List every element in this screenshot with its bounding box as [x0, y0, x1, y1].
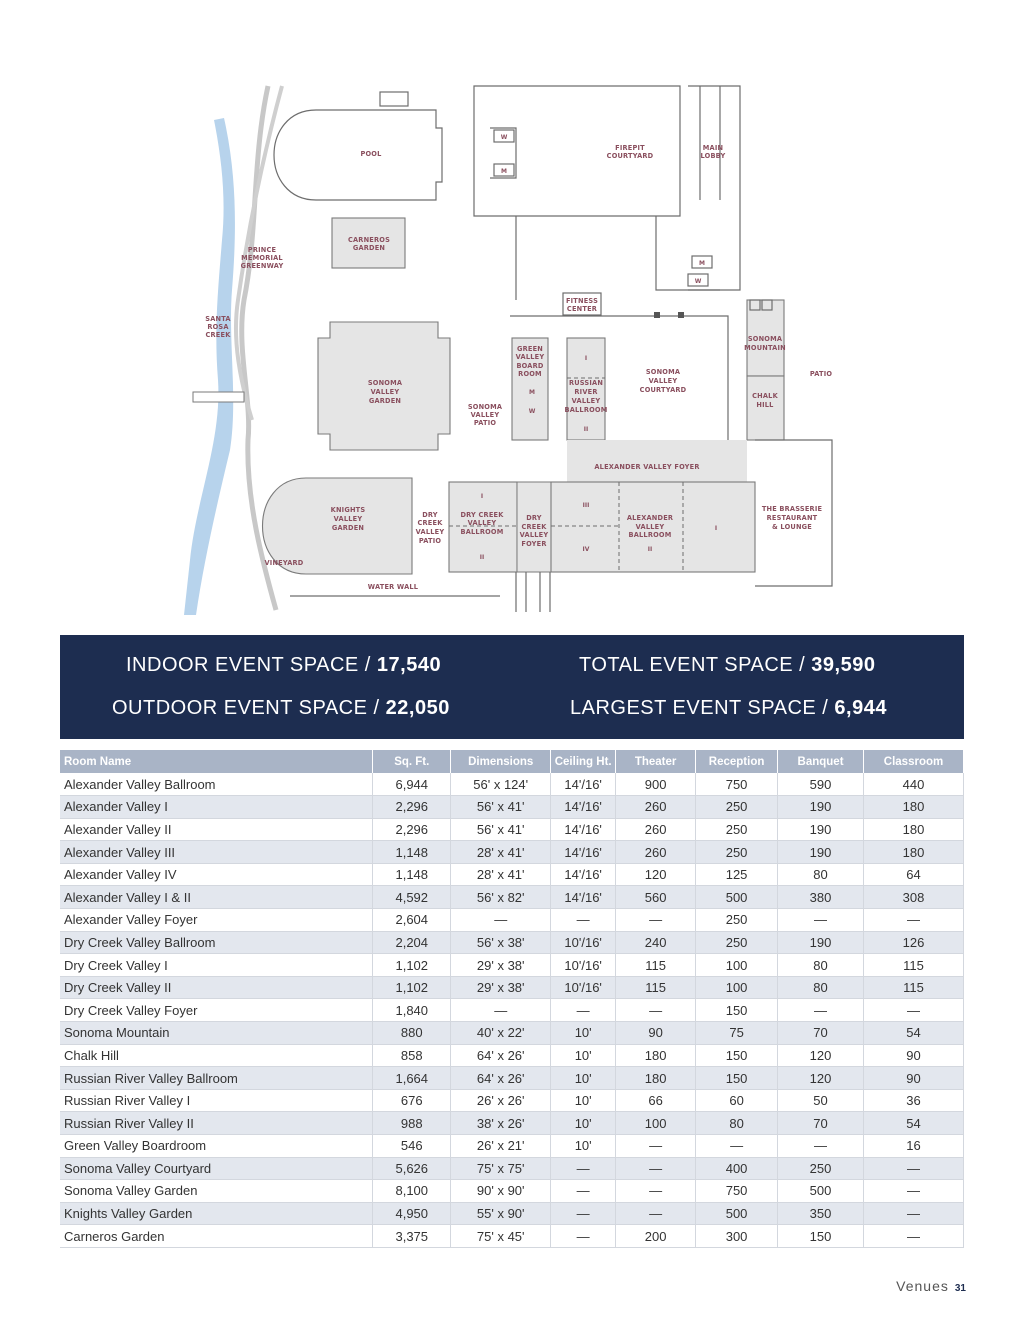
- table-cell: 4,950: [373, 1202, 451, 1225]
- largest-event-space: [570, 697, 887, 720]
- table-cell: 54: [864, 1022, 964, 1045]
- table-cell: 2,296: [373, 796, 451, 819]
- table-cell: 55' x 90': [451, 1202, 551, 1225]
- greenway-label: MEMORIAL: [241, 254, 283, 262]
- table-cell: 126: [864, 931, 964, 954]
- table-cell: —: [616, 909, 696, 932]
- table-cell: 16: [864, 1135, 964, 1158]
- table-cell: 308: [864, 886, 964, 909]
- table-cell: —: [451, 909, 551, 932]
- carneros-label: GARDEN: [352, 244, 386, 252]
- table-row: [60, 886, 964, 909]
- restroom-w-label: W: [694, 278, 702, 285]
- dc-patio-label: DRY: [422, 511, 438, 519]
- table-cell: 150: [696, 1067, 778, 1090]
- section-i-label: I: [480, 493, 484, 500]
- pool-area: [274, 110, 442, 200]
- table-cell: 120: [616, 863, 696, 886]
- table-cell: 380: [778, 886, 864, 909]
- dc-foyer-label: CREEK: [521, 523, 547, 531]
- table-row: [60, 1022, 964, 1045]
- restroom-w-label: W: [500, 134, 508, 141]
- table-cell: —: [551, 999, 616, 1022]
- knights-label: VALLEY: [333, 515, 363, 523]
- room-name-cell: Alexander Valley I: [60, 796, 373, 819]
- table-cell: —: [616, 1180, 696, 1203]
- table-cell: 28' x 41': [451, 863, 551, 886]
- table-cell: 64' x 26': [451, 1067, 551, 1090]
- table-cell: 70: [778, 1022, 864, 1045]
- vineyard-label: VINEYARD: [264, 559, 304, 567]
- greenway-label: GREENWAY: [240, 262, 284, 270]
- total-value: 39,590: [811, 654, 876, 676]
- table-cell: 40' x 22': [451, 1022, 551, 1045]
- table-cell: 28' x 41': [451, 841, 551, 864]
- table-cell: 115: [616, 976, 696, 999]
- room-name-cell: Dry Creek Valley Ballroom: [60, 931, 373, 954]
- table-cell: —: [551, 1225, 616, 1248]
- room-name-cell: Russian River Valley I: [60, 1089, 373, 1112]
- dc-patio-label: PATIO: [418, 537, 442, 545]
- chalk-hill-label: CHALK: [752, 392, 778, 400]
- table-cell: 260: [616, 818, 696, 841]
- table-cell: 1,148: [373, 841, 451, 864]
- courtyard-label: VALLEY: [648, 377, 678, 385]
- green-valley-label: ROOM: [518, 370, 542, 378]
- av-ballroom-label: ALEXANDER: [626, 514, 674, 522]
- table-row: [60, 818, 964, 841]
- room-name-cell: Alexander Valley Foyer: [60, 909, 373, 932]
- section-ii-label: II: [479, 554, 485, 561]
- table-cell: —: [616, 999, 696, 1022]
- table-row: [60, 1202, 964, 1225]
- table-cell: 260: [616, 841, 696, 864]
- table-cell: 500: [696, 1202, 778, 1225]
- table-row: [60, 863, 964, 886]
- indoor-value: 17,540: [376, 654, 442, 676]
- outdoor-label: OUTDOOR EVENT SPACE /: [112, 697, 386, 719]
- table-cell: 1,840: [373, 999, 451, 1022]
- table-cell: 180: [864, 796, 964, 819]
- table-cell: 676: [373, 1089, 451, 1112]
- sv-patio-label: SONOMA: [467, 403, 503, 411]
- table-cell: 14'/16': [551, 796, 616, 819]
- table-row: [60, 909, 964, 932]
- section-ii-label: II: [647, 546, 653, 553]
- table-cell: 80: [778, 954, 864, 977]
- table-cell: 14'/16': [551, 818, 616, 841]
- table-cell: 250: [696, 909, 778, 932]
- table-row: [60, 1225, 964, 1248]
- lobby-label: MAIN: [702, 144, 724, 152]
- bridge: [193, 392, 244, 402]
- table-cell: 1,148: [373, 863, 451, 886]
- table-cell: 14'/16': [551, 863, 616, 886]
- sv-patio-label: PATIO: [473, 419, 497, 427]
- table-cell: 250: [696, 796, 778, 819]
- table-cell: 90: [864, 1067, 964, 1090]
- russian-river-label: BALLROOM: [564, 406, 608, 414]
- dc-patio-label: VALLEY: [415, 528, 445, 536]
- chalk-hill-label: HILL: [756, 401, 774, 409]
- water-wall-label: WATER WALL: [367, 583, 419, 591]
- fitness-label: FITNESS: [565, 297, 599, 305]
- table-cell: —: [551, 1180, 616, 1203]
- outdoor-event-space: [112, 697, 450, 720]
- room-name-cell: Dry Creek Valley I: [60, 954, 373, 977]
- table-cell: 1,102: [373, 954, 451, 977]
- largest-label: LARGEST EVENT SPACE /: [570, 697, 835, 719]
- table-cell: 56' x 38': [451, 931, 551, 954]
- table-cell: 2,204: [373, 931, 451, 954]
- table-cell: 4,592: [373, 886, 451, 909]
- outdoor-value: 22,050: [385, 697, 450, 719]
- table-cell: 150: [696, 999, 778, 1022]
- table-cell: 14'/16': [551, 886, 616, 909]
- table-cell: —: [778, 999, 864, 1022]
- table-cell: 80: [696, 1112, 778, 1135]
- table-cell: 2,604: [373, 909, 451, 932]
- dc-ballroom-label: DRY CREEK: [460, 511, 504, 519]
- table-cell: —: [616, 1202, 696, 1225]
- table-cell: 90' x 90': [451, 1180, 551, 1203]
- table-cell: 880: [373, 1022, 451, 1045]
- total-event-space: [579, 654, 875, 677]
- table-cell: 5,626: [373, 1157, 451, 1180]
- table-cell: 900: [616, 773, 696, 796]
- table-cell: 60: [696, 1089, 778, 1112]
- table-cell: 6,944: [373, 773, 451, 796]
- section-iii-label: III: [582, 502, 590, 509]
- room-name-cell: Alexander Valley IV: [60, 863, 373, 886]
- table-cell: 90: [864, 1044, 964, 1067]
- table-cell: 750: [696, 1180, 778, 1203]
- green-valley-label: VALLEY: [515, 353, 545, 361]
- table-cell: 190: [778, 841, 864, 864]
- dc-foyer-label: FOYER: [521, 540, 547, 548]
- table-cell: 66: [616, 1089, 696, 1112]
- column-header: Classroom: [864, 750, 964, 773]
- table-cell: 90: [616, 1022, 696, 1045]
- table-row: [60, 1067, 964, 1090]
- table-cell: 10': [551, 1112, 616, 1135]
- table-cell: 858: [373, 1044, 451, 1067]
- fitness-label: CENTER: [566, 305, 598, 313]
- sonoma-garden-label: VALLEY: [370, 388, 400, 396]
- table-cell: 150: [778, 1225, 864, 1248]
- table-cell: 500: [778, 1180, 864, 1203]
- table-cell: —: [864, 999, 964, 1022]
- table-cell: 80: [778, 863, 864, 886]
- table-cell: 260: [616, 796, 696, 819]
- table-row: [60, 1089, 964, 1112]
- venue-floor-plan: [0, 0, 1024, 620]
- table-cell: 120: [778, 1044, 864, 1067]
- table-cell: 10'/16': [551, 976, 616, 999]
- sonoma-garden-label: GARDEN: [368, 397, 402, 405]
- russian-river-label: VALLEY: [571, 397, 601, 405]
- table-cell: —: [451, 999, 551, 1022]
- table-cell: 64: [864, 863, 964, 886]
- table-cell: 190: [778, 818, 864, 841]
- room-name-cell: Dry Creek Valley II: [60, 976, 373, 999]
- table-row: [60, 1135, 964, 1158]
- patio-label: PATIO: [809, 370, 833, 378]
- table-cell: 250: [778, 1157, 864, 1180]
- table-cell: 50: [778, 1089, 864, 1112]
- room-name-cell: Sonoma Valley Garden: [60, 1180, 373, 1203]
- firepit-label: FIREPIT: [615, 144, 645, 152]
- table-cell: 250: [696, 818, 778, 841]
- room-name-cell: Chalk Hill: [60, 1044, 373, 1067]
- brasserie-label: RESTAURANT: [766, 514, 818, 522]
- table-cell: 1,102: [373, 976, 451, 999]
- largest-value: 6,944: [834, 697, 887, 719]
- firepit-label: COURTYARD: [606, 152, 654, 160]
- green-valley-label: GREEN: [516, 345, 544, 353]
- sonoma-mountain-label: MOUNTAIN: [744, 344, 786, 352]
- table-cell: 75' x 45': [451, 1225, 551, 1248]
- table-cell: 75: [696, 1022, 778, 1045]
- table-header-row: [60, 750, 964, 773]
- column-header: Ceiling Ht.: [551, 750, 616, 773]
- room-name-cell: Knights Valley Garden: [60, 1202, 373, 1225]
- section-label: Venues: [896, 1278, 949, 1294]
- table-row: [60, 931, 964, 954]
- table-cell: 180: [616, 1067, 696, 1090]
- table-cell: 29' x 38': [451, 976, 551, 999]
- total-label: TOTAL EVENT SPACE /: [579, 654, 812, 676]
- table-cell: —: [551, 1202, 616, 1225]
- room-name-cell: Carneros Garden: [60, 1225, 373, 1248]
- table-cell: —: [551, 909, 616, 932]
- sv-patio-label: VALLEY: [470, 411, 500, 419]
- table-cell: 56' x 82': [451, 886, 551, 909]
- section-i-label: I: [714, 525, 718, 532]
- av-ballroom-label: BALLROOM: [628, 531, 672, 539]
- table-cell: —: [778, 1135, 864, 1158]
- table-cell: 500: [696, 886, 778, 909]
- table-cell: 240: [616, 931, 696, 954]
- table-cell: 190: [778, 931, 864, 954]
- table-cell: 10': [551, 1089, 616, 1112]
- table-cell: 26' x 21': [451, 1135, 551, 1158]
- knights-label: GARDEN: [331, 524, 365, 532]
- table-cell: 200: [616, 1225, 696, 1248]
- table-cell: 10': [551, 1044, 616, 1067]
- table-cell: 36: [864, 1089, 964, 1112]
- table-cell: 440: [864, 773, 964, 796]
- table-cell: 750: [696, 773, 778, 796]
- table-cell: 120: [778, 1067, 864, 1090]
- av-foyer-label: ALEXANDER VALLEY FOYER: [594, 463, 700, 471]
- table-cell: 560: [616, 886, 696, 909]
- table-cell: —: [551, 1157, 616, 1180]
- table-cell: 250: [696, 841, 778, 864]
- table-cell: 590: [778, 773, 864, 796]
- column-header: Dimensions: [451, 750, 551, 773]
- table-cell: 54: [864, 1112, 964, 1135]
- table-cell: 10'/16': [551, 954, 616, 977]
- table-cell: 70: [778, 1112, 864, 1135]
- table-cell: —: [616, 1135, 696, 1158]
- table-row: [60, 773, 964, 796]
- dc-patio-label: CREEK: [417, 519, 443, 527]
- dc-foyer-label: VALLEY: [519, 531, 549, 539]
- green-valley-label: BOARD: [516, 362, 544, 370]
- table-cell: —: [778, 909, 864, 932]
- room-name-cell: Alexander Valley III: [60, 841, 373, 864]
- table-cell: 56' x 41': [451, 818, 551, 841]
- table-row: [60, 1044, 964, 1067]
- section-iv-label: IV: [582, 546, 590, 553]
- table-cell: 14'/16': [551, 773, 616, 796]
- table-row: [60, 1157, 964, 1180]
- creek-shape: [184, 118, 235, 615]
- carneros-label: CARNEROS: [347, 236, 391, 244]
- table-cell: 56' x 41': [451, 796, 551, 819]
- pool-label: POOL: [360, 150, 382, 158]
- table-cell: 350: [778, 1202, 864, 1225]
- section-ii-label: II: [583, 426, 589, 433]
- table-cell: —: [616, 1157, 696, 1180]
- creek-label: SANTA: [205, 315, 231, 323]
- dc-ballroom-label: VALLEY: [467, 519, 497, 527]
- column-header: Theater: [616, 750, 696, 773]
- room-name-cell: Dry Creek Valley Foyer: [60, 999, 373, 1022]
- table-row: [60, 1180, 964, 1203]
- table-cell: 100: [616, 1112, 696, 1135]
- page-footer: [896, 1278, 966, 1296]
- av-ballroom-label: VALLEY: [635, 523, 665, 531]
- table-cell: 180: [864, 841, 964, 864]
- table-cell: 115: [864, 976, 964, 999]
- table-cell: 10': [551, 1067, 616, 1090]
- table-cell: 115: [616, 954, 696, 977]
- table-cell: 10': [551, 1135, 616, 1158]
- table-cell: —: [864, 909, 964, 932]
- table-cell: 29' x 38': [451, 954, 551, 977]
- indoor-label: INDOOR EVENT SPACE /: [126, 654, 377, 676]
- dc-ballroom-label: BALLROOM: [460, 528, 504, 536]
- table-cell: 64' x 26': [451, 1044, 551, 1067]
- column-header: Banquet: [778, 750, 864, 773]
- creek-label: CREEK: [205, 331, 231, 339]
- dc-foyer-label: DRY: [526, 514, 542, 522]
- room-name-cell: Sonoma Valley Courtyard: [60, 1157, 373, 1180]
- table-cell: 180: [616, 1044, 696, 1067]
- event-space-banner: [60, 635, 964, 739]
- table-cell: 190: [778, 796, 864, 819]
- table-cell: —: [864, 1180, 964, 1203]
- table-cell: 250: [696, 931, 778, 954]
- table-cell: 3,375: [373, 1225, 451, 1248]
- room-name-cell: Alexander Valley I & II: [60, 886, 373, 909]
- capacity-table: [60, 750, 964, 1248]
- russian-river-label: RUSSIAN: [568, 379, 604, 387]
- restroom-m-label: M: [529, 389, 535, 396]
- room-name-cell: Sonoma Mountain: [60, 1022, 373, 1045]
- table-cell: 10'/16': [551, 931, 616, 954]
- table-cell: 80: [778, 976, 864, 999]
- restroom-m-label: M: [699, 260, 705, 267]
- table-cell: 115: [864, 954, 964, 977]
- table-cell: 400: [696, 1157, 778, 1180]
- courtyard-label: COURTYARD: [639, 386, 687, 394]
- table-cell: 988: [373, 1112, 451, 1135]
- table-cell: 26' x 26': [451, 1089, 551, 1112]
- room-name-cell: Alexander Valley Ballroom: [60, 773, 373, 796]
- column-header: Room Name: [60, 750, 373, 773]
- creek-label: ROSA: [207, 323, 229, 331]
- sonoma-mountain-label: SONOMA: [747, 335, 783, 343]
- restroom-w-label: W: [528, 408, 536, 415]
- courtyard-label: SONOMA: [645, 368, 681, 376]
- room-name-cell: Alexander Valley II: [60, 818, 373, 841]
- table-row: [60, 976, 964, 999]
- alexander-valley-foyer: [567, 440, 747, 482]
- table-cell: 150: [696, 1044, 778, 1067]
- room-name-cell: Russian River Valley Ballroom: [60, 1067, 373, 1090]
- room-name-cell: Russian River Valley II: [60, 1112, 373, 1135]
- table-cell: 546: [373, 1135, 451, 1158]
- lobby-label: LOBBY: [700, 152, 726, 160]
- column-header: Reception: [696, 750, 778, 773]
- table-cell: 56' x 124': [451, 773, 551, 796]
- table-cell: 2,296: [373, 818, 451, 841]
- knights-label: KNIGHTS: [330, 506, 366, 514]
- table-cell: 8,100: [373, 1180, 451, 1203]
- table-row: [60, 1112, 964, 1135]
- greenway-label: PRINCE: [247, 246, 277, 254]
- page-number: 31: [954, 1283, 966, 1294]
- brasserie-label: & LOUNGE: [771, 523, 813, 531]
- brasserie-label: THE BRASSERIE: [761, 505, 823, 513]
- russian-river-label: RIVER: [574, 388, 598, 396]
- table-cell: —: [696, 1135, 778, 1158]
- table-row: [60, 954, 964, 977]
- table-cell: 1,664: [373, 1067, 451, 1090]
- table-cell: —: [864, 1157, 964, 1180]
- table-cell: 10': [551, 1022, 616, 1045]
- sonoma-garden-label: SONOMA: [367, 379, 403, 387]
- table-cell: 180: [864, 818, 964, 841]
- column-header: Sq. Ft.: [373, 750, 451, 773]
- table-cell: 14'/16': [551, 841, 616, 864]
- brasserie: [755, 440, 832, 586]
- restroom-m-label: M: [501, 168, 507, 175]
- table-row: [60, 999, 964, 1022]
- table-row: [60, 841, 964, 864]
- table-cell: 100: [696, 976, 778, 999]
- table-cell: 300: [696, 1225, 778, 1248]
- table-cell: 100: [696, 954, 778, 977]
- table-cell: —: [864, 1202, 964, 1225]
- table-cell: —: [864, 1225, 964, 1248]
- table-cell: 125: [696, 863, 778, 886]
- table-cell: 75' x 75': [451, 1157, 551, 1180]
- table-row: [60, 796, 964, 819]
- table-cell: 38' x 26': [451, 1112, 551, 1135]
- indoor-event-space: [126, 654, 441, 677]
- section-i-label: I: [584, 355, 588, 362]
- room-name-cell: Green Valley Boardroom: [60, 1135, 373, 1158]
